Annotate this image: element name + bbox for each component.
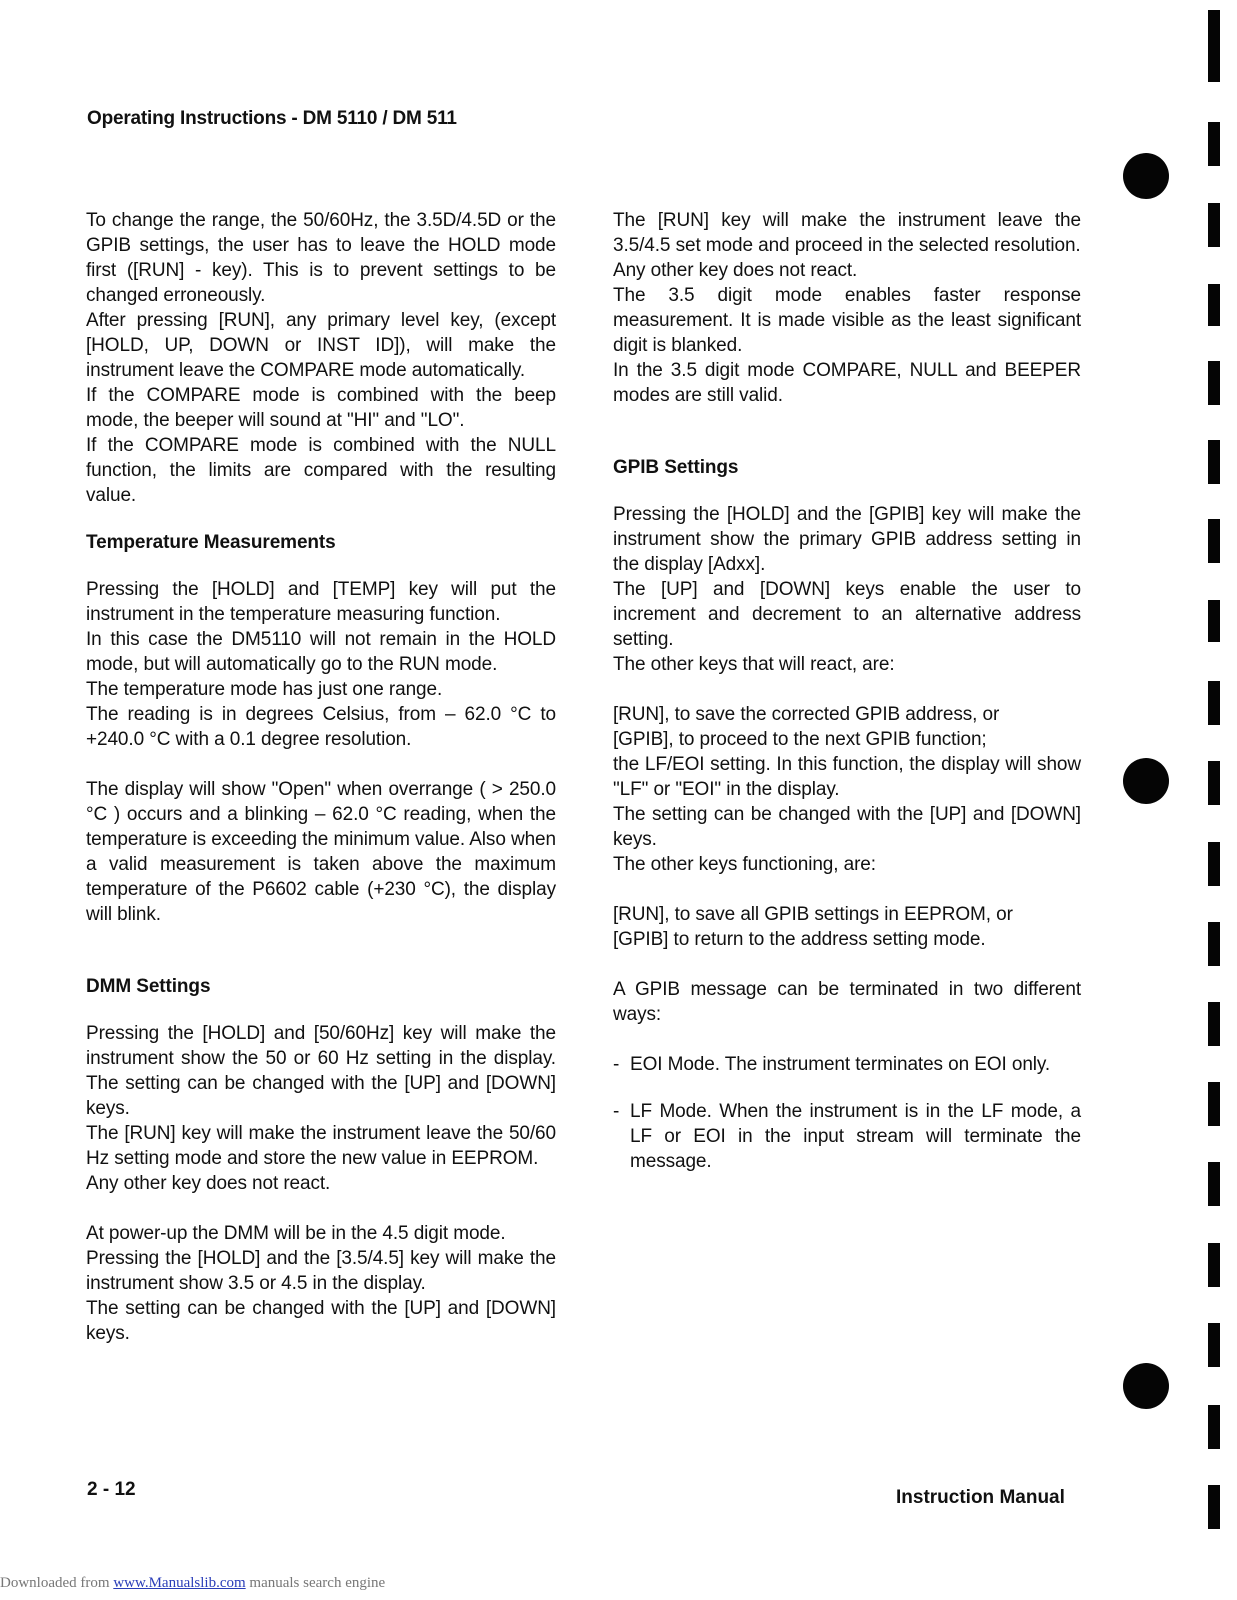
paragraph: Any other key does not react.	[613, 260, 858, 281]
paragraph: To change the range, the 50/60Hz, the 3.5D/4.5D or the GPIB settings, the user has to leave the HOLD mode first ([RUN] - key). This is to prevent settings to be changed erroneously.	[86, 210, 556, 306]
footer-title: Instruction Manual	[896, 1487, 1065, 1508]
list-item	[613, 1052, 1081, 1077]
paragraph: The setting can be changed with the [UP] and [DOWN] keys.	[613, 804, 1081, 850]
paragraph: The display will show "Open" when overrange ( > 250.0 °C ) occurs and a blinking – 62.0 °C reading, when the temperature is exceeding the minimum value. Also when a valid measurement is taken above the maximum temperature of the P6602 cable (+230 °C), the display will blink.	[86, 779, 556, 925]
binding-hole	[1123, 153, 1169, 199]
left-column	[86, 208, 556, 1346]
binding-mark	[1208, 1243, 1220, 1287]
list-item-text: EOI Mode. The instrument terminates on EOI only.	[630, 1054, 1051, 1075]
binding-mark	[1208, 284, 1220, 326]
paragraph: The [RUN] key will make the instrument leave the 50/60 Hz setting mode and store the new value in EEPROM.	[86, 1123, 556, 1169]
paragraph: The temperature mode has just one range.	[86, 679, 443, 700]
paragraph: The other keys that will react, are:	[613, 654, 895, 675]
paragraph: The [UP] and [DOWN] keys enable the user to increment and decrement to an alternative address setting.	[613, 579, 1081, 650]
paragraph: [GPIB], to proceed to the next GPIB function;	[613, 729, 987, 750]
paragraph: The other keys functioning, are:	[613, 854, 876, 875]
binding-mark	[1208, 1323, 1220, 1367]
binding-mark	[1208, 1082, 1220, 1126]
list-item-text: LF Mode. When the instrument is in the LF mode, a LF or EOI in the input stream will terminate the message.	[630, 1101, 1081, 1172]
binding-mark	[1208, 1162, 1220, 1206]
paragraph: The [RUN] key will make the instrument leave the 3.5/4.5 set mode and proceed in the selected resolution.	[613, 210, 1081, 256]
right-column	[613, 208, 1081, 1174]
paragraph: In this case the DM5110 will not remain in the HOLD mode, but will automatically go to the RUN mode.	[86, 629, 556, 675]
binding-mark	[1208, 842, 1220, 886]
binding-mark	[1208, 519, 1220, 563]
paragraph: [GPIB] to return to the address setting mode.	[613, 929, 986, 950]
binding-mark	[1208, 122, 1220, 166]
binding-mark	[1208, 600, 1220, 642]
section-heading-gpib: GPIB Settings	[613, 457, 739, 478]
download-note-suffix: manuals search engine	[245, 1575, 386, 1591]
paragraph: [RUN], to save all GPIB settings in EEPROM, or	[613, 904, 1013, 925]
list-dash: -	[613, 1101, 620, 1122]
section-heading-dmm: DMM Settings	[86, 976, 211, 997]
download-note	[0, 1575, 385, 1592]
paragraph: At power-up the DMM will be in the 4.5 digit mode.	[86, 1223, 506, 1244]
download-note-prefix: Downloaded from	[0, 1575, 114, 1591]
paragraph: the LF/EOI setting. In this function, the display will show "LF" or "EOI" in the display.	[613, 754, 1081, 800]
binding-mark	[1208, 1002, 1220, 1046]
binding-hole	[1123, 758, 1169, 804]
binding-mark	[1208, 440, 1220, 484]
paragraph: If the COMPARE mode is combined with the beep mode, the beeper will sound at "HI" and "LO".	[86, 385, 556, 431]
paragraph: The setting can be changed with the [UP] and [DOWN] keys.	[86, 1298, 556, 1344]
list-dash: -	[613, 1054, 620, 1075]
list-item	[613, 1099, 1081, 1174]
paragraph: The reading is in degrees Celsius, from – 62.0 °C to +240.0 °C with a 0.1 degree resolution.	[86, 704, 556, 750]
binding-mark	[1208, 10, 1220, 82]
paragraph: The 3.5 digit mode enables faster response measurement. It is made visible as the least significant digit is blanked.	[613, 285, 1081, 356]
manualslib-link[interactable]: www.Manualslib.com	[113, 1575, 246, 1591]
paragraph: Pressing the [HOLD] and the [GPIB] key will make the instrument show the primary GPIB address setting in the display [Adxx].	[613, 504, 1081, 575]
paragraph: Any other key does not react.	[86, 1173, 331, 1194]
binding-mark	[1208, 922, 1220, 966]
paragraph: Pressing the [HOLD] and [50/60Hz] key will make the instrument show the 50 or 60 Hz setting in the display. The setting can be changed with the [UP] and [DOWN] keys.	[86, 1023, 556, 1119]
page-header: Operating Instructions - DM 5110 / DM 511	[87, 108, 457, 129]
section-heading-temperature: Temperature Measurements	[86, 532, 336, 553]
paragraph: [RUN], to save the corrected GPIB address, or	[613, 704, 1000, 725]
paragraph: Pressing the [HOLD] and [TEMP] key will put the instrument in the temperature measuring function.	[86, 579, 556, 625]
binding-mark	[1208, 1405, 1220, 1449]
paragraph: After pressing [RUN], any primary level key, (except [HOLD, UP, DOWN or INST ID]), will make the instrument leave the COMPARE mode automatically.	[86, 310, 556, 381]
paragraph: In the 3.5 digit mode COMPARE, NULL and BEEPER modes are still valid.	[613, 360, 1081, 406]
paragraph: If the COMPARE mode is combined with the NULL function, the limits are compared with the resulting value.	[86, 435, 556, 506]
paragraph: Pressing the [HOLD] and the [3.5/4.5] key will make the instrument show 3.5 or 4.5 in the display.	[86, 1248, 556, 1294]
binding-mark	[1208, 203, 1220, 247]
binding-mark	[1208, 361, 1220, 405]
binding-mark	[1208, 761, 1220, 805]
binding-mark	[1208, 1485, 1220, 1529]
paragraph: A GPIB message can be terminated in two different ways:	[613, 979, 1081, 1025]
binding-hole	[1123, 1363, 1169, 1409]
page-number: 2 - 12	[87, 1479, 136, 1500]
binding-mark	[1208, 681, 1220, 725]
